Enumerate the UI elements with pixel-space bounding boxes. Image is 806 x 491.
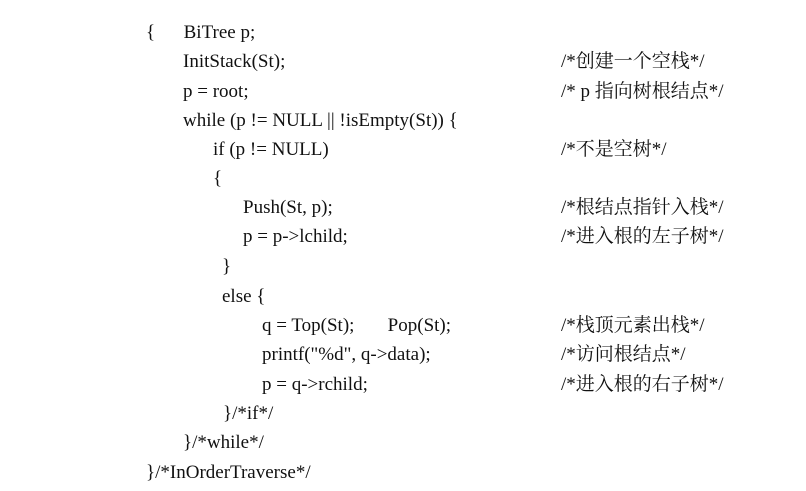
code-line [0, 193, 806, 223]
code-text: } [222, 256, 232, 277]
code-text: p = q->rchild; [262, 374, 368, 395]
code-line [0, 282, 806, 312]
code-line [0, 222, 806, 252]
code-comment: /*不是空树*/ [561, 139, 667, 160]
code-line [0, 311, 806, 341]
code-line [0, 135, 806, 165]
code-line [0, 428, 806, 458]
code-line [0, 77, 806, 107]
code-line [0, 164, 806, 194]
code-text: }/*InOrderTraverse*/ [146, 462, 311, 483]
code-text: p = p->lchild; [243, 226, 348, 247]
code-text: { BiTree p; [146, 22, 256, 43]
code-comment: /*创建一个空栈*/ [561, 51, 705, 72]
code-text: printf("%d", q->data); [262, 344, 431, 365]
code-comment: /*栈顶元素出栈*/ [561, 315, 705, 336]
code-comment: /*根结点指针入栈*/ [561, 197, 724, 218]
code-text: }/*if*/ [223, 403, 274, 424]
code-text: Push(St, p); [243, 197, 333, 218]
code-line [0, 458, 806, 488]
code-text: else { [222, 286, 266, 307]
code-text: while (p != NULL || !isEmpty(St)) { [183, 110, 458, 131]
code-comment: /* p 指向树根结点*/ [561, 81, 724, 102]
code-text: p = root; [183, 81, 249, 102]
code-text: q = Top(St); Pop(St); [262, 315, 452, 336]
code-line [0, 370, 806, 400]
code-line [0, 106, 806, 136]
code-line [0, 399, 806, 429]
code-comment: /*访问根结点*/ [561, 344, 686, 365]
code-line [0, 340, 806, 370]
code-text: { [213, 168, 223, 189]
code-text: }/*while*/ [183, 432, 264, 453]
code-text: if (p != NULL) [213, 139, 329, 160]
code-line [0, 47, 806, 77]
code-comment: /*进入根的左子树*/ [561, 226, 724, 247]
code-line [0, 18, 806, 48]
code-line [0, 252, 806, 282]
code-text: InitStack(St); [183, 51, 286, 72]
code-comment: /*进入根的右子树*/ [561, 374, 724, 395]
